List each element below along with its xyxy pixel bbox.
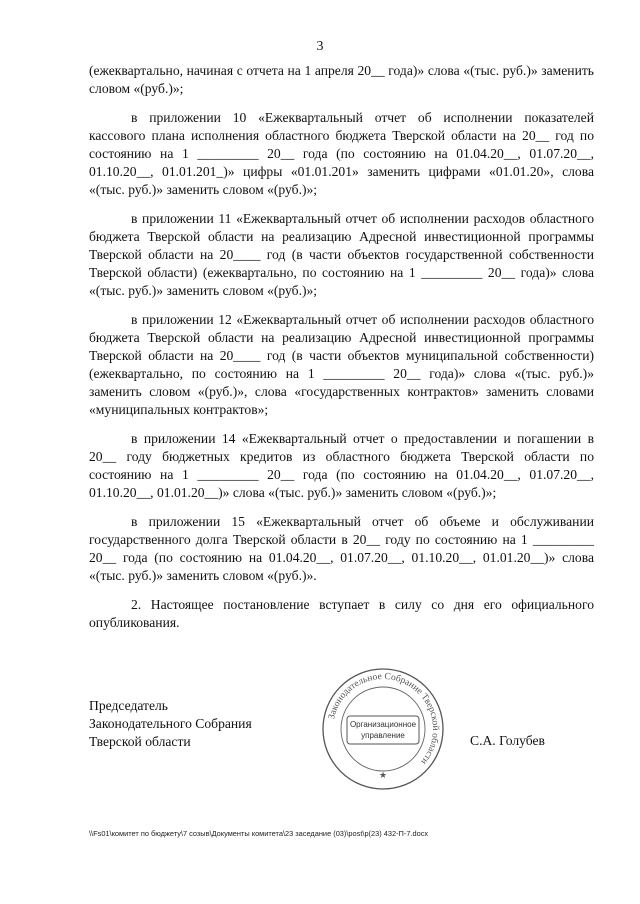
paragraph-appendix-10: в приложении 10 «Ежеквартальный отчет об исполнении показателей кассового плана исполнения областного бюджета Тверской области на 20__ год по состоянию на 1 _________ 20__ года (по состоянию на 01.04.20__, 01.07.20__, 01.10.20__, 01.01.201_)» цифры «01.01.201» заменить цифрами «01.01.20», слова «(тыс. руб.)» заменить словом «(руб.)»; (89, 110, 594, 197)
paragraph-appendix-12: в приложении 12 «Ежеквартальный отчет об исполнении расходов областного бюджета Тверской области на реализацию Адресной инвестиционной программы Тверской области на 20____ год (в части объектов муниципальной собственности) (ежеквартально, по состоянию на 1 _________ 20__ года)» слова «(тыс. руб.)» заменить словом «(руб.)», слова «государственных контрактов» заменить словами «муниципальных контрактов»; (89, 312, 594, 417)
official-seal-stamp (320, 666, 446, 792)
paragraph-continuation: (ежеквартально, начиная с отчета на 1 апреля 20__ года)» слова «(тыс. руб.)» заменить словом «(руб.)»; (89, 63, 594, 96)
signatory-title-line3: Тверской области (89, 734, 191, 749)
signatory-title-line2: Законодательного Собрания (89, 716, 252, 731)
paragraph-appendix-11: в приложении 11 «Ежеквартальный отчет об исполнении расходов областного бюджета Тверской области на реализацию Адресной инвестиционной программы Тверской области на 20____ год (в части объектов государственной собственности Тверской области) (ежеквартально, по состоянию на 1 _________ 20__ года)» слова «(тыс. руб.)» заменить словом «(руб.)»; (89, 211, 594, 298)
signatory-name: С.А. Голубев (470, 733, 545, 748)
seal-center-line2: управление (361, 731, 405, 740)
page-number: 3 (316, 39, 324, 54)
document-body (89, 62, 594, 643)
file-path-footer: \\Fs01\комитет по бюджету\7 созыв\Документы комитета\23 заседание (03)\post\p(23) 432-П-7.docx (89, 829, 429, 838)
seal-center-line1: Организационное (349, 720, 417, 729)
seal-ring-text: Законодательное Собрание Тверской области (327, 671, 441, 767)
paragraph-entry-into-force: 2. Настоящее постановление вступает в силу со дня его официального опубликования. (89, 597, 594, 630)
signatory-title (89, 697, 252, 751)
paragraph-appendix-14: в приложении 14 «Ежеквартальный отчет о предоставлении и погашении в 20__ году бюджетных кредитов из областного бюджета Тверской области по состоянию на 1 _________ 20__ года (по состоянию на 01.04.20__, 01.07.20__, 01.10.20__, 01.01.20__)» слова «(тыс. руб.)» заменить словом «(руб.)»; (89, 431, 594, 500)
paragraph-appendix-15: в приложении 15 «Ежеквартальный отчет об объеме и обслуживании государственного долга Тверской области в 20__ году по состоянию на 1 _________ 20__ года (по состоянию на 01.04.20__, 01.07.20__, 01.10.20__, 01.01.20__)» слова «(тыс. руб.)» заменить словом «(руб.)». (89, 514, 594, 583)
seal-star-icon: ★ (378, 770, 388, 780)
signatory-title-line1: Председатель (89, 698, 168, 713)
